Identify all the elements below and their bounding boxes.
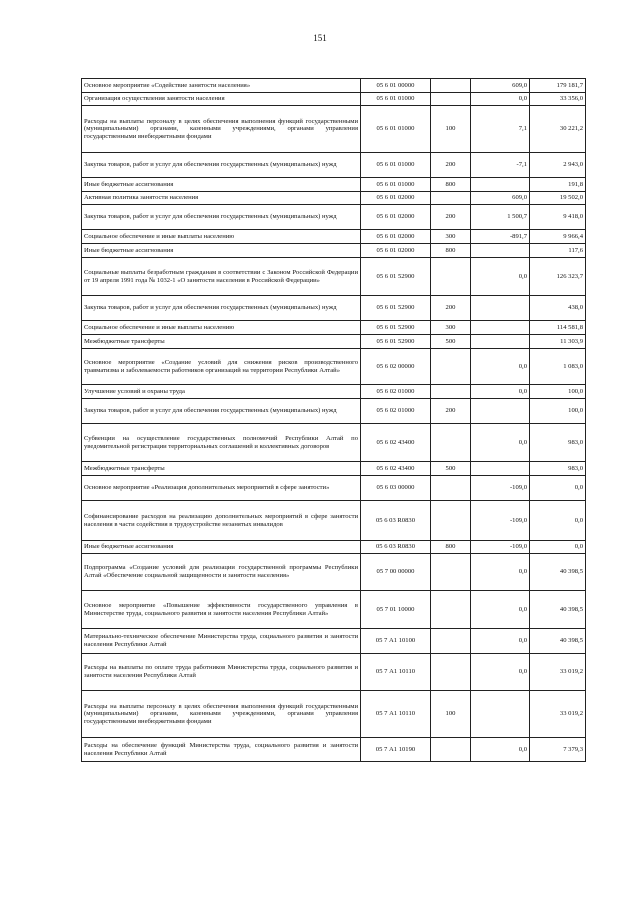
row-code-cell: 05 6 01 52900 (361, 296, 431, 321)
row-expense-type-cell: 800 (431, 244, 471, 258)
row-expense-type-cell: 200 (431, 205, 471, 230)
row-change-cell (471, 178, 530, 192)
row-sum-cell: 0,0 (530, 476, 586, 501)
table-row (82, 424, 586, 462)
row-expense-type-cell (431, 476, 471, 501)
row-expense-type-cell (431, 93, 471, 106)
row-sum-cell: 7 379,3 (530, 738, 586, 762)
page-number: 151 (313, 33, 327, 43)
row-expense-type-cell: 300 (431, 321, 471, 335)
row-sum-cell: 114 581,8 (530, 321, 586, 335)
table-row (82, 153, 586, 178)
row-name-cell: Иные бюджетные ассигнования (82, 541, 361, 554)
row-expense-type-cell (431, 738, 471, 762)
row-change-cell: -109,0 (471, 501, 530, 541)
row-expense-type-cell (431, 258, 471, 296)
row-code-cell: 05 6 03 R0830 (361, 501, 431, 541)
row-sum-cell: 11 303,9 (530, 335, 586, 349)
table-row (82, 554, 586, 591)
row-expense-type-cell (431, 349, 471, 385)
row-change-cell: 609,0 (471, 192, 530, 205)
row-change-cell: 0,0 (471, 424, 530, 462)
row-change-cell (471, 691, 530, 738)
table-row (82, 349, 586, 385)
row-code-cell: 05 6 02 00000 (361, 349, 431, 385)
row-change-cell (471, 399, 530, 424)
row-expense-type-cell: 100 (431, 691, 471, 738)
row-change-cell: 0,0 (471, 258, 530, 296)
table-row (82, 399, 586, 424)
row-name-cell: Организация осуществления занятости населения (82, 93, 361, 106)
table-row (82, 296, 586, 321)
row-expense-type-cell: 500 (431, 335, 471, 349)
table-row (82, 93, 586, 106)
row-name-cell: Межбюджетные трансферты (82, 462, 361, 476)
row-change-cell: 0,0 (471, 349, 530, 385)
row-name-cell: Улучшение условий и охраны труда (82, 385, 361, 399)
row-code-cell: 05 6 03 R0830 (361, 541, 431, 554)
row-sum-cell: 983,0 (530, 462, 586, 476)
row-code-cell: 05 6 02 01000 (361, 385, 431, 399)
row-name-cell: Иные бюджетные ассигнования (82, 244, 361, 258)
table-row (82, 654, 586, 691)
row-name-cell: Основное мероприятие «Создание условий для снижения рисков производственного травматизма и заболеваемости работников организаций на территории Республики Алтай» (82, 349, 361, 385)
row-sum-cell: 33 356,0 (530, 93, 586, 106)
row-name-cell: Основное мероприятие «Повышение эффективности государственного управления в Министерстве труда, социального развития и занятости населения Республики Алтай» (82, 591, 361, 629)
table-row (82, 244, 586, 258)
row-sum-cell: 9 418,0 (530, 205, 586, 230)
table-row (82, 629, 586, 654)
table-row (82, 738, 586, 762)
row-code-cell: 05 6 01 02000 (361, 205, 431, 230)
row-code-cell: 05 6 01 02000 (361, 244, 431, 258)
row-expense-type-cell (431, 79, 471, 93)
row-code-cell: 05 7 А1 10190 (361, 738, 431, 762)
row-sum-cell: 100,0 (530, 399, 586, 424)
row-sum-cell: 33 019,2 (530, 691, 586, 738)
table-row (82, 501, 586, 541)
table-row (82, 178, 586, 192)
table-row (82, 106, 586, 153)
table-row (82, 205, 586, 230)
row-change-cell: 0,0 (471, 591, 530, 629)
table-row (82, 691, 586, 738)
budget-table-body (82, 79, 586, 762)
row-code-cell: 05 6 02 43400 (361, 462, 431, 476)
row-code-cell: 05 6 01 01000 (361, 153, 431, 178)
row-expense-type-cell: 200 (431, 399, 471, 424)
row-name-cell: Субвенции на осуществление государственных полномочий Республики Алтай по уведомительной регистрации территориальных соглашений и коллективных договоров (82, 424, 361, 462)
row-expense-type-cell (431, 629, 471, 654)
row-name-cell: Основное мероприятие «Реализация дополнительных мероприятий в сфере занятости» (82, 476, 361, 501)
row-expense-type-cell (431, 192, 471, 205)
table-row (82, 230, 586, 244)
row-sum-cell: 438,0 (530, 296, 586, 321)
row-name-cell: Социальные выплаты безработным гражданам в соответствии с Законом Российской Федерации от 19 апреля 1991 года № 1032-1 «О занятости населения в Российской Федерации» (82, 258, 361, 296)
row-code-cell: 05 7 01 10000 (361, 591, 431, 629)
row-code-cell: 05 6 01 52900 (361, 335, 431, 349)
row-sum-cell: 191,8 (530, 178, 586, 192)
row-sum-cell: 40 398,5 (530, 591, 586, 629)
row-expense-type-cell (431, 554, 471, 591)
row-sum-cell: 117,6 (530, 244, 586, 258)
row-code-cell: 05 7 А1 10110 (361, 654, 431, 691)
row-name-cell: Расходы на выплаты персоналу в целях обеспечения выполнения функций государственными (муниципальными) органами, казенными учреждениями, органами управления государственными внебюджетными фондами (82, 691, 361, 738)
row-expense-type-cell: 200 (431, 153, 471, 178)
row-change-cell: 0,0 (471, 629, 530, 654)
row-sum-cell: 126 323,7 (530, 258, 586, 296)
row-name-cell: Закупка товаров, работ и услуг для обеспечения государственных (муниципальных) нужд (82, 296, 361, 321)
row-name-cell: Социальное обеспечение и иные выплаты населению (82, 230, 361, 244)
row-name-cell: Закупка товаров, работ и услуг для обеспечения государственных (муниципальных) нужд (82, 399, 361, 424)
row-change-cell: 0,0 (471, 654, 530, 691)
row-code-cell: 05 6 02 43400 (361, 424, 431, 462)
row-name-cell: Расходы на выплаты по оплате труда работников Министерства труда, социального развития и занятости населения Республики Алтай (82, 654, 361, 691)
row-change-cell: 609,0 (471, 79, 530, 93)
row-sum-cell: 19 502,0 (530, 192, 586, 205)
row-code-cell: 05 7 00 00000 (361, 554, 431, 591)
row-code-cell: 05 6 01 01000 (361, 93, 431, 106)
row-sum-cell: 40 398,5 (530, 554, 586, 591)
row-change-cell: 0,0 (471, 738, 530, 762)
row-change-cell (471, 296, 530, 321)
row-name-cell: Расходы на обеспечение функций Министерства труда, социального развития и занятости населения Республики Алтай (82, 738, 361, 762)
row-expense-type-cell: 500 (431, 462, 471, 476)
row-name-cell: Подпрограмма «Создание условий для реализации государственной программы Республики Алтай «Обеспечение социальной защищенности и занятости населения» (82, 554, 361, 591)
table-row (82, 591, 586, 629)
row-change-cell: 0,0 (471, 554, 530, 591)
row-change-cell: 0,0 (471, 93, 530, 106)
row-sum-cell: 40 398,5 (530, 629, 586, 654)
row-sum-cell: 0,0 (530, 501, 586, 541)
row-code-cell: 05 7 А1 10100 (361, 629, 431, 654)
row-expense-type-cell (431, 424, 471, 462)
row-name-cell: Закупка товаров, работ и услуг для обеспечения государственных (муниципальных) нужд (82, 153, 361, 178)
row-code-cell: 05 6 01 02000 (361, 192, 431, 205)
row-change-cell (471, 244, 530, 258)
row-sum-cell: 2 943,0 (530, 153, 586, 178)
row-change-cell: -109,0 (471, 476, 530, 501)
row-sum-cell: 33 019,2 (530, 654, 586, 691)
row-change-cell (471, 462, 530, 476)
budget-table (81, 78, 586, 762)
row-change-cell: 1 500,7 (471, 205, 530, 230)
row-sum-cell: 983,0 (530, 424, 586, 462)
row-expense-type-cell (431, 385, 471, 399)
row-name-cell: Социальное обеспечение и иные выплаты населению (82, 321, 361, 335)
row-change-cell (471, 321, 530, 335)
table-row (82, 192, 586, 205)
row-name-cell: Закупка товаров, работ и услуг для обеспечения государственных (муниципальных) нужд (82, 205, 361, 230)
row-code-cell: 05 6 01 01000 (361, 178, 431, 192)
row-name-cell: Материально-техническое обеспечение Министерства труда, социального развития и занятости населения Республики Алтай (82, 629, 361, 654)
row-expense-type-cell (431, 654, 471, 691)
row-code-cell: 05 6 01 52900 (361, 321, 431, 335)
row-expense-type-cell: 800 (431, 541, 471, 554)
row-name-cell: Расходы на выплаты персоналу в целях обеспечения выполнения функций государственными (муниципальными) органами, казенными учреждениями, органами управления государственными внебюджетными фондами (82, 106, 361, 153)
table-row (82, 385, 586, 399)
row-name-cell: Основное мероприятие «Содействие занятости населения» (82, 79, 361, 93)
row-sum-cell: 179 181,7 (530, 79, 586, 93)
row-code-cell: 05 6 01 00000 (361, 79, 431, 93)
row-change-cell: -109,0 (471, 541, 530, 554)
row-code-cell: 05 7 А1 10110 (361, 691, 431, 738)
row-change-cell: -7,1 (471, 153, 530, 178)
row-expense-type-cell: 800 (431, 178, 471, 192)
row-expense-type-cell: 300 (431, 230, 471, 244)
row-change-cell (471, 335, 530, 349)
row-expense-type-cell: 100 (431, 106, 471, 153)
table-row (82, 335, 586, 349)
table-row (82, 321, 586, 335)
row-code-cell: 05 6 01 52900 (361, 258, 431, 296)
row-sum-cell: 9 966,4 (530, 230, 586, 244)
table-row (82, 258, 586, 296)
row-sum-cell: 30 221,2 (530, 106, 586, 153)
row-expense-type-cell: 200 (431, 296, 471, 321)
table-row (82, 476, 586, 501)
row-name-cell: Активная политика занятости населения (82, 192, 361, 205)
table-row (82, 541, 586, 554)
row-expense-type-cell (431, 501, 471, 541)
table-row (82, 462, 586, 476)
row-sum-cell: 1 083,0 (530, 349, 586, 385)
row-sum-cell: 100,0 (530, 385, 586, 399)
row-code-cell: 05 6 01 01000 (361, 106, 431, 153)
row-sum-cell: 0,0 (530, 541, 586, 554)
row-name-cell: Межбюджетные трансферты (82, 335, 361, 349)
row-code-cell: 05 6 02 01000 (361, 399, 431, 424)
table-row (82, 79, 586, 93)
row-change-cell: 7,1 (471, 106, 530, 153)
row-code-cell: 05 6 01 02000 (361, 230, 431, 244)
row-name-cell: Иные бюджетные ассигнования (82, 178, 361, 192)
row-expense-type-cell (431, 591, 471, 629)
row-change-cell: 0,0 (471, 385, 530, 399)
row-code-cell: 05 6 03 00000 (361, 476, 431, 501)
row-change-cell: -891,7 (471, 230, 530, 244)
row-name-cell: Софинансирование расходов на реализацию дополнительных мероприятий в сфере занятости населения в части содействия в трудоустройстве незанятых инвалидов (82, 501, 361, 541)
